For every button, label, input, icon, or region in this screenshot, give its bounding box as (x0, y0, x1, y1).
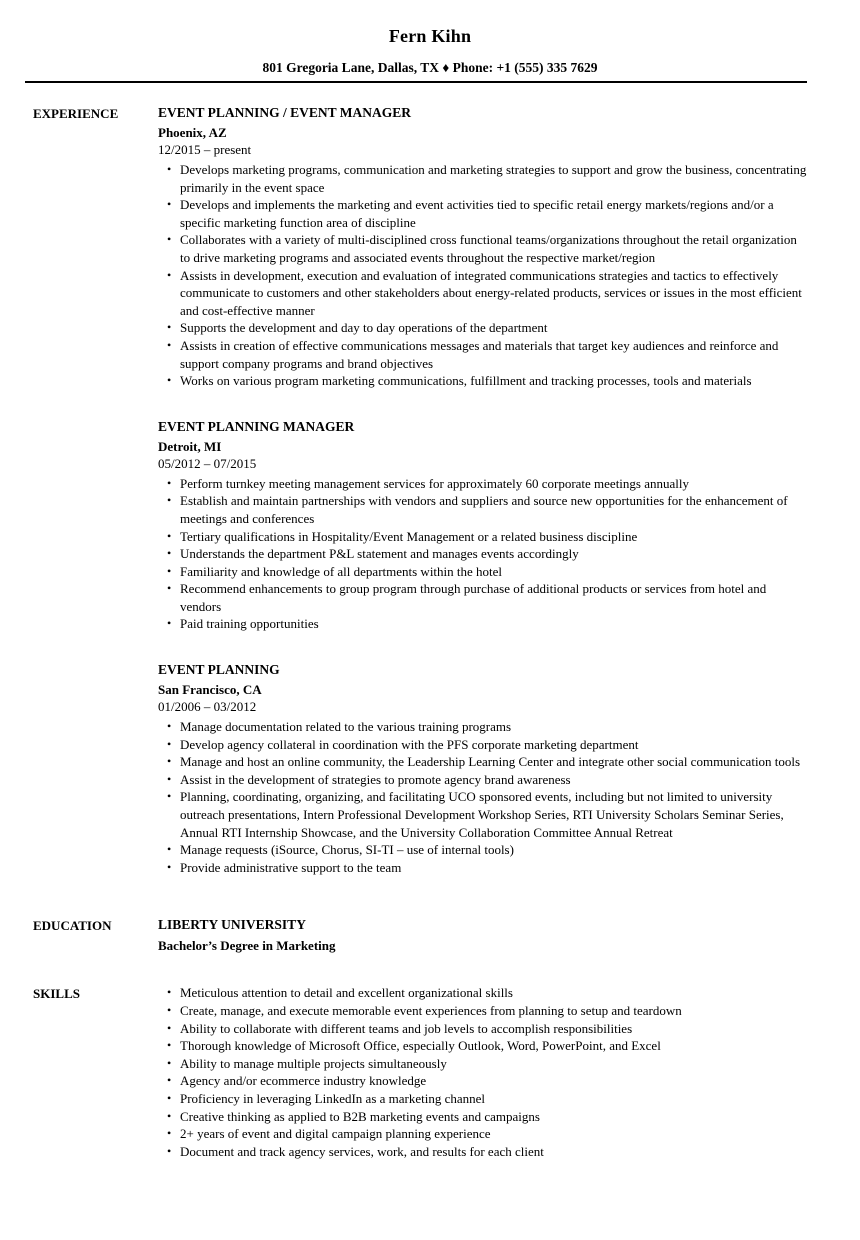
job-entry (158, 418, 810, 633)
skills-section (33, 984, 810, 1160)
bullet-item: • Works on various program marketing communications, fulfillment and tracking processes, tools and materials (158, 372, 810, 390)
bullet-item: • Tertiary qualifications in Hospitality/Event Management or a related business discipline (158, 528, 810, 546)
bullet-item: • Thorough knowledge of Microsoft Office, especially Outlook, Word, PowerPoint, and Excel (158, 1037, 810, 1055)
bullet-item: • Provide administrative support to the team (158, 859, 810, 877)
bullet-item: • Assists in development, execution and evaluation of integrated communications strategies and tactics to effectively communicate to customers and other stakeholders about energy-related products, services or issues in the most efficient and cost-effective manner (158, 267, 810, 320)
bullet-item: • Planning, coordinating, organizing, and facilitating UCO sponsored events, including but not limited to university outreach presentations, Intern Professional Development Workshop Series, RTI University Scholars Seminar Series, Annual RTI Internship Showcase, and the University Collaboration Committee Annual Retreat (158, 788, 810, 841)
bullet-item: • Ability to collaborate with different teams and job levels to accomplish responsibilities (158, 1020, 810, 1038)
bullet-item: • Ability to manage multiple projects simultaneously (158, 1055, 810, 1073)
job-title: EVENT PLANNING (158, 662, 280, 678)
experience-content (158, 104, 810, 876)
bullet-item: • Creative thinking as applied to B2B marketing events and campaigns (158, 1108, 810, 1126)
contact-line: 801 Gregoria Lane, Dallas, TX ♦ Phone: +1 (555) 335 7629 (262, 60, 598, 75)
section-label-education: EDUCATION (33, 918, 112, 934)
job-location: Detroit, MI (158, 438, 222, 454)
bullet-item: • Familiarity and knowledge of all departments within the hotel (158, 563, 810, 581)
skills-content (158, 984, 810, 1160)
job-dates: 12/2015 – present (158, 142, 252, 157)
education-degree: Bachelor’s Degree in Marketing (158, 938, 336, 954)
bullet-item: • Meticulous attention to detail and excellent organizational skills (158, 984, 810, 1002)
resume-header (0, 26, 860, 76)
bullet-item: • Manage documentation related to the various training programs (158, 718, 810, 736)
bullet-item: • Paid training opportunities (158, 615, 810, 633)
bullet-item: • Develops and implements the marketing and event activities tied to specific retail energy markets/regions and/or a specific marketing function area of discipline (158, 196, 810, 231)
bullet-item: • Create, manage, and execute memorable event experiences from planning to setup and teardown (158, 1002, 810, 1020)
education-content (158, 916, 810, 954)
bullet-item: • Establish and maintain partnerships with vendors and suppliers and source new opportunities for the enhancement of meetings and conferences (158, 492, 810, 527)
job-location: Phoenix, AZ (158, 125, 227, 140)
bullet-item: • Develop agency collateral in coordination with the PFS corporate marketing department (158, 736, 810, 754)
bullet-item: • Assists in creation of effective communications messages and materials that target key audiences and reinforce and support company programs and brand objectives (158, 337, 810, 372)
experience-section (33, 104, 810, 876)
job-bullet-list (158, 475, 810, 633)
bullet-item: • Manage requests (iSource, Chorus, SI-TI – use of internal tools) (158, 841, 810, 859)
bullet-item: • Collaborates with a variety of multi-disciplined cross functional teams/organizations throughout the retail organization to drive marketing programs and associated events throughout the respective market/region (158, 231, 810, 266)
job-dates: 01/2006 – 03/2012 (158, 699, 257, 715)
job-dates: 05/2012 – 07/2015 (158, 455, 257, 471)
resume-body (0, 83, 860, 1180)
bullet-item: • Understands the department P&L statement and manages events accordingly (158, 545, 810, 563)
section-label-experience: EXPERIENCE (33, 106, 119, 121)
bullet-item: • Agency and/or ecommerce industry knowledge (158, 1072, 810, 1090)
bullet-item: • Develops marketing programs, communication and marketing strategies to support and grow the business, concentrating primarily in the event space (158, 161, 810, 196)
candidate-name: Fern Kihn (388, 26, 472, 46)
bullet-item: • Document and track agency services, work, and results for each client (158, 1143, 810, 1161)
bullet-item: • Manage and host an online community, the Leadership Learning Center and integrate other social communication tools (158, 753, 810, 771)
job-bullet-list (158, 718, 810, 876)
education-section (33, 916, 810, 954)
bullet-item: • Assist in the development of strategies to promote agency brand awareness (158, 771, 810, 789)
bullet-item: • 2+ years of event and digital campaign planning experience (158, 1125, 810, 1143)
job-title: EVENT PLANNING MANAGER (158, 418, 355, 434)
bullet-item: • Perform turnkey meeting management services for approximately 60 corporate meetings annually (158, 475, 810, 493)
job-title: EVENT PLANNING / EVENT MANAGER (158, 105, 412, 120)
section-label-skills: SKILLS (33, 986, 80, 1002)
education-school: LIBERTY UNIVERSITY (158, 917, 306, 933)
bullet-item: • Recommend enhancements to group program through purchase of additional products or services from hotel and vendors (158, 580, 810, 615)
job-location: San Francisco, CA (158, 682, 262, 698)
skills-bullet-list (158, 984, 810, 1160)
job-bullet-list (158, 161, 810, 390)
job-entry (158, 104, 810, 390)
bullet-item: • Supports the development and day to day operations of the department (158, 319, 810, 337)
job-entry (158, 661, 810, 876)
bullet-item: • Proficiency in leveraging LinkedIn as a marketing channel (158, 1090, 810, 1108)
